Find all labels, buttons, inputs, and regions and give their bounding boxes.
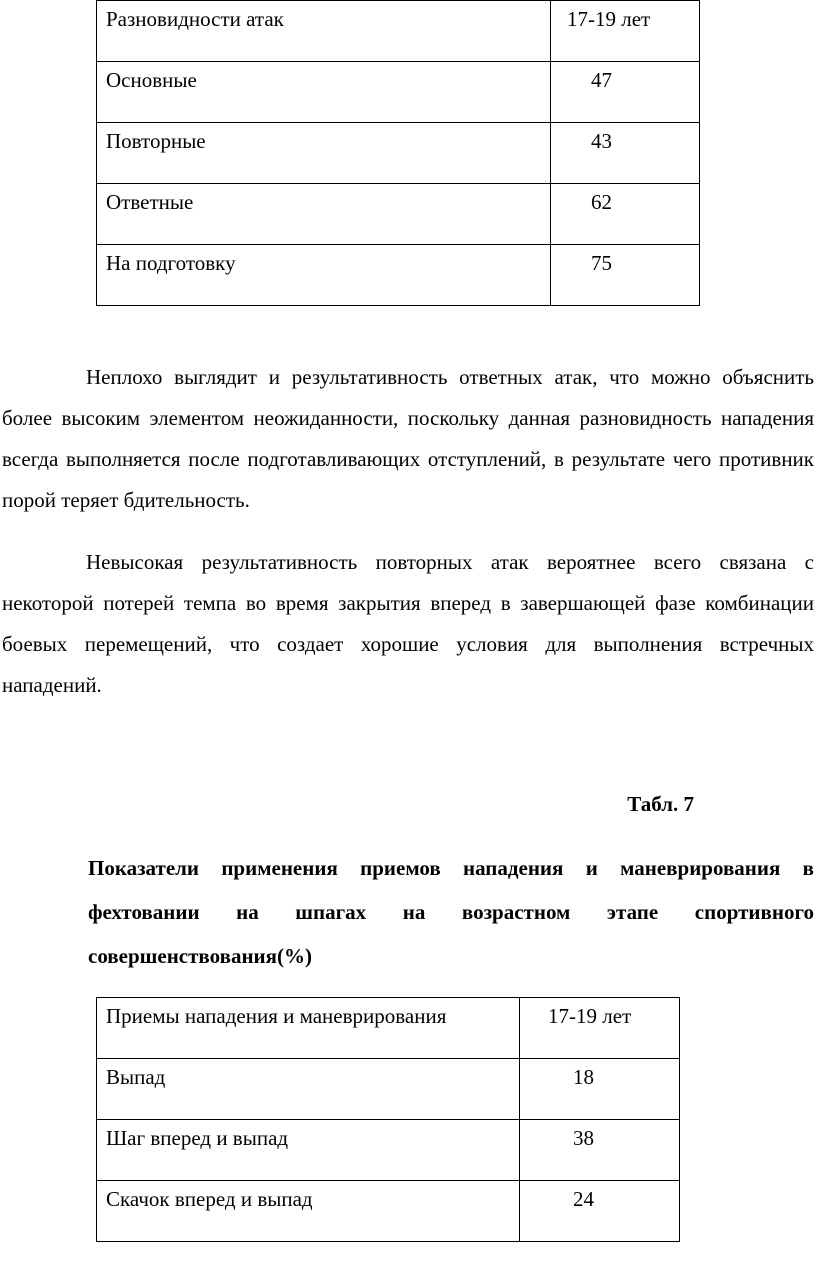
- header-cell: 17-19 лет: [551, 1, 700, 62]
- row-label: Скачок вперед и выпад: [97, 1181, 520, 1242]
- table-row: [97, 62, 700, 123]
- paragraph-counter-attacks: Неплохо выглядит и результативность ответных атак, что можно объяснить более высоким элементом неожиданности, поскольку данная разновидность нападения всегда выполняется после подготавливающих отступлений, в результате чего противник порой теряет бдительность.: [2, 365, 814, 512]
- table-row: [97, 123, 700, 184]
- row-value: 43: [551, 123, 700, 184]
- table-number-label: Табл. 7: [627, 792, 694, 816]
- attack-types-table: [96, 0, 700, 306]
- table-header-row: [97, 998, 680, 1059]
- row-value: 47: [551, 62, 700, 123]
- row-value: 18: [520, 1059, 680, 1120]
- table-row: [97, 1120, 680, 1181]
- header-cell: Разновидности атак: [97, 1, 551, 62]
- header-cell: 17-19 лет: [520, 998, 680, 1059]
- table-row: [97, 245, 700, 306]
- table-header-row: [97, 1, 700, 62]
- row-label: Основные: [97, 62, 551, 123]
- row-label: Шаг вперед и выпад: [97, 1120, 520, 1181]
- header-cell: Приемы нападения и маневрирования: [97, 998, 520, 1059]
- row-value: 24: [520, 1181, 680, 1242]
- row-label: Выпад: [97, 1059, 520, 1120]
- table-title: Показатели применения приемов нападения и маневрирования в фехтовании на шпагах на возрастном этапе спортивного совершенствования(%): [88, 856, 814, 968]
- table-row: [97, 184, 700, 245]
- table-row: [97, 1059, 680, 1120]
- attack-techniques-table: [96, 997, 680, 1242]
- paragraph-repeat-attacks: Невысокая результативность повторных атак вероятнее всего связана с некоторой потерей темпа во время закрытия вперед в завершающей фазе комбинации боевых перемещений, что создает хорошие условия для выполнения встречных нападений.: [2, 550, 814, 697]
- row-label: Ответные: [97, 184, 551, 245]
- row-value: 75: [551, 245, 700, 306]
- row-value: 38: [520, 1120, 680, 1181]
- row-label: Повторные: [97, 123, 551, 184]
- row-value: 62: [551, 184, 700, 245]
- row-label: На подготовку: [97, 245, 551, 306]
- table-row: [97, 1181, 680, 1242]
